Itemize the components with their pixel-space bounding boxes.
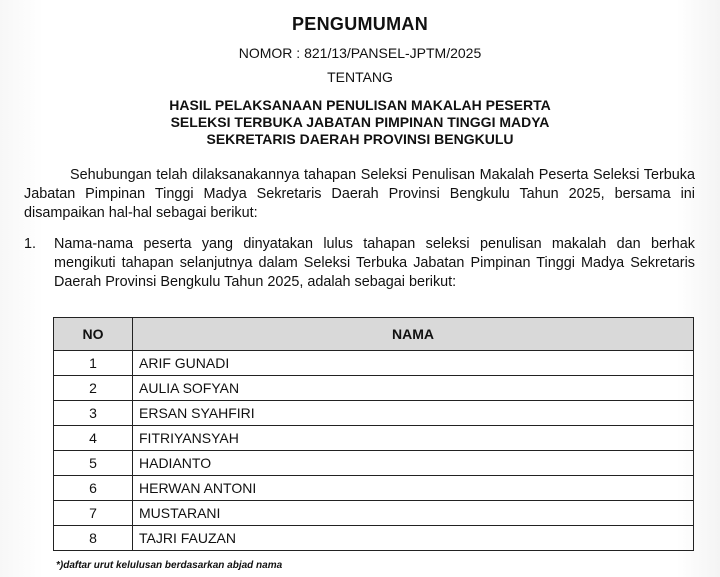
row-number: 8	[54, 526, 133, 551]
document-number: NOMOR : 821/13/PANSEL-JPTM/2025	[238, 45, 482, 61]
table-footnote: *)daftar urut kelulusan berdasarkan abjad nama	[56, 560, 283, 571]
row-number: 1	[54, 351, 133, 376]
subject-line-2: SELEKSI TERBUKA JABATAN PIMPINAN TINGGI MADYA	[170, 114, 550, 130]
participant-name: MUSTARANI	[133, 501, 694, 526]
table-row	[54, 526, 694, 551]
table-row	[54, 351, 694, 376]
participant-name: AULIA SOFYAN	[133, 376, 694, 401]
participants-table	[53, 317, 694, 551]
document-subject	[0, 97, 720, 148]
subject-line-1: HASIL PELAKSANAAN PENULISAN MAKALAH PESERTA	[169, 97, 551, 113]
page-title: PENGUMUMAN	[292, 14, 428, 34]
subject-line-3: SEKRETARIS DAERAH PROVINSI BENGKULU	[206, 131, 514, 147]
table-row	[54, 476, 694, 501]
table-row	[54, 376, 694, 401]
list-item-number: 1.	[24, 236, 37, 252]
tentang-label: TENTANG	[327, 69, 393, 85]
row-number: 3	[54, 401, 133, 426]
list-item-text: Nama-nama peserta yang dinyatakan lulus tahapan seleksi penulisan makalah dan berhak mengikuti tahapan selanjutnya dalam Seleksi Terbuka Jabatan Pimpinan Tinggi Madya Sekretaris Daerah Provinsi Bengkulu Tahun 2025, adalah sebagai berikut:	[54, 236, 695, 290]
row-number: 4	[54, 426, 133, 451]
participant-name: ERSAN SYAHFIRI	[133, 401, 694, 426]
row-number: 6	[54, 476, 133, 501]
table-row	[54, 451, 694, 476]
participant-name: FITRIYANSYAH	[133, 426, 694, 451]
intro-paragraph: Sehubungan telah dilaksanakannya tahapan Seleksi Penulisan Makalah Peserta Seleksi Terbuka Jabatan Pimpinan Tinggi Madya Sekretaris Daerah Provinsi Bengkulu Tahun 2025, bersama ini disampaikan hal-hal sebagai berikut:	[24, 167, 695, 221]
table-row	[54, 426, 694, 451]
participant-name: TAJRI FAUZAN	[133, 526, 694, 551]
row-number: 2	[54, 376, 133, 401]
table-header-row	[54, 318, 694, 351]
participant-name: HADIANTO	[133, 451, 694, 476]
row-number: 5	[54, 451, 133, 476]
column-header-nama: NAMA	[133, 318, 694, 351]
list-item-1	[24, 235, 695, 292]
column-header-no: NO	[54, 318, 133, 351]
table-row	[54, 401, 694, 426]
participant-name: ARIF GUNADI	[133, 351, 694, 376]
participant-name: HERWAN ANTONI	[133, 476, 694, 501]
row-number: 7	[54, 501, 133, 526]
table-row	[54, 501, 694, 526]
